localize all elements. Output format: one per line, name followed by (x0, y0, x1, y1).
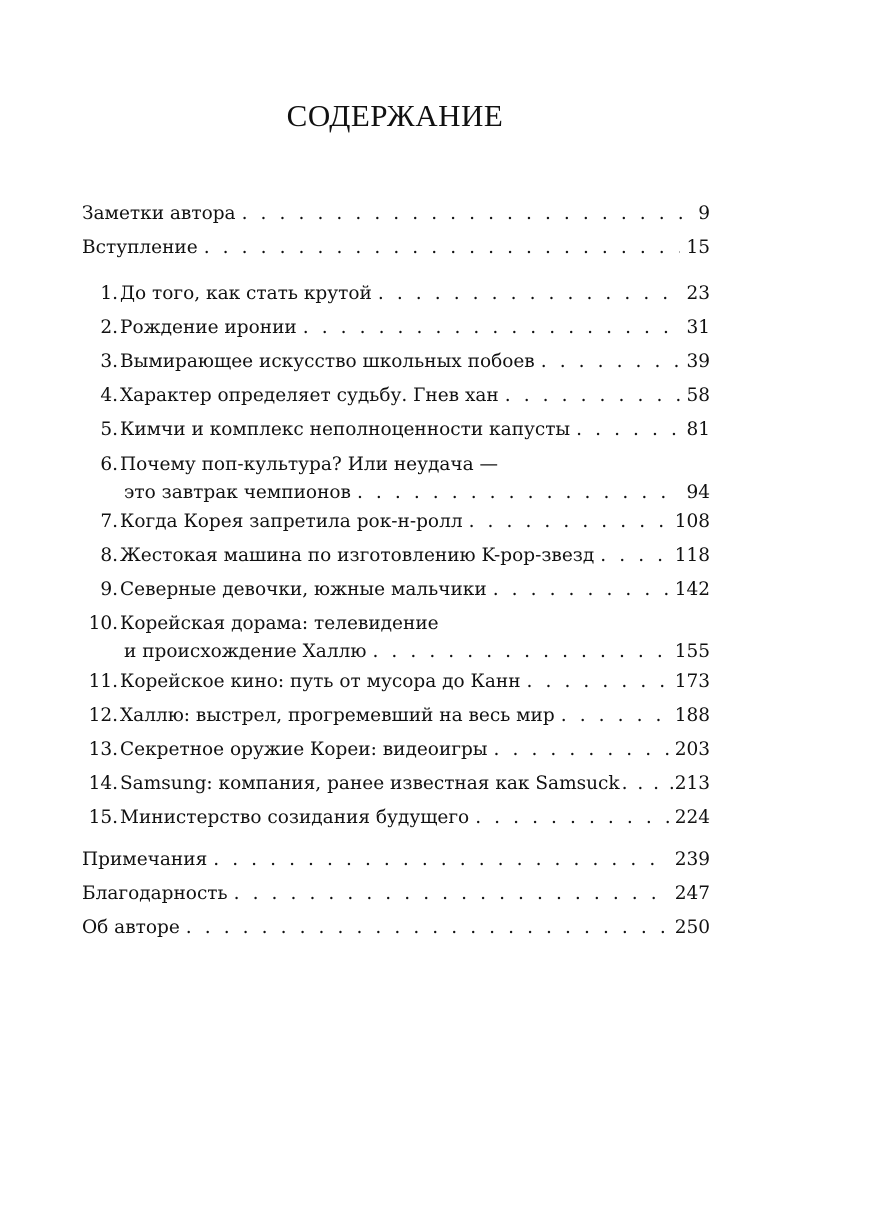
chapter-number: 3. (100, 351, 118, 372)
entry-title: Северные девочки, южные мальчики (120, 579, 487, 600)
entry-title: Рождение иронии (120, 317, 297, 338)
toc-entry-chapter-11[interactable] (82, 670, 710, 694)
entry-title: это завтрак чемпионов (124, 482, 351, 503)
entry-page: 203 (674, 739, 710, 760)
chapter-number: 15. (88, 807, 118, 828)
dot-leader (242, 202, 693, 226)
dot-leader (303, 316, 681, 340)
dot-leader (372, 640, 668, 664)
dot-leader (204, 236, 681, 260)
entry-page: 94 (686, 482, 710, 503)
chapter-number: 9. (100, 579, 118, 600)
entry-page: 118 (674, 545, 710, 566)
entry-page: 23 (686, 283, 710, 304)
chapter-number: 4. (100, 385, 118, 406)
entry-page: 250 (674, 917, 710, 938)
page-title: СОДЕРЖАНИЕ (286, 98, 504, 133)
entry-title: Об авторе (82, 917, 180, 938)
dot-leader (213, 848, 668, 872)
entry-page: 39 (686, 351, 710, 372)
toc-entry-notes[interactable] (82, 848, 710, 872)
entry-page: 247 (674, 883, 710, 904)
toc-entry-chapter-7[interactable] (82, 510, 710, 534)
toc-entry-chapter-9[interactable] (82, 578, 710, 602)
entry-title: Благодарность (82, 883, 228, 904)
entry-page: 239 (674, 849, 710, 870)
entry-page: 173 (674, 671, 710, 692)
chapter-number: 1. (100, 283, 118, 304)
chapter-number: 14. (88, 773, 118, 794)
entry-title-line-1: Почему поп-культура? Или неудача — (120, 454, 499, 475)
entry-page: 224 (674, 807, 710, 828)
dot-leader (622, 772, 673, 796)
toc-entry-chapter-2[interactable] (82, 316, 710, 340)
entry-page: 15 (686, 237, 710, 258)
dot-leader (186, 916, 669, 940)
toc-entry-chapter-1[interactable] (82, 282, 710, 306)
entry-page: 58 (686, 385, 710, 406)
entry-page: 213 (674, 773, 710, 794)
entry-page: 108 (674, 511, 710, 532)
entry-title: Samsung: компания, ранее известная как Samsuck (120, 773, 620, 794)
toc-entry-about-author[interactable] (82, 916, 710, 940)
chapter-number: 12. (88, 705, 118, 726)
toc-entry-chapter-15[interactable] (82, 806, 710, 830)
dot-leader (600, 544, 668, 568)
toc-entry-acknowledgments[interactable] (82, 882, 710, 906)
toc-entry-chapter-14[interactable] (82, 772, 710, 796)
entry-title: Министерство созидания будущего (120, 807, 470, 828)
chapter-number: 2. (100, 317, 118, 338)
dot-leader (527, 670, 669, 694)
entry-title-line-1: Корейская дорама: телевидение (120, 613, 439, 634)
dot-leader (378, 282, 681, 306)
toc-entry-chapter-10[interactable] (82, 612, 710, 664)
entry-title: Корейское кино: путь от мусора до Канн (120, 671, 521, 692)
entry-title: Жестокая машина по изготовлению K-pop-звезд (120, 545, 595, 566)
entry-title: До того, как стать крутой (120, 283, 372, 304)
toc-entry-chapter-6[interactable] (82, 453, 710, 505)
toc-entry-chapter-12[interactable] (82, 704, 710, 728)
entry-title: Вступление (82, 237, 198, 258)
chapter-number: 7. (100, 511, 118, 532)
chapter-number: 6. (100, 454, 118, 475)
entry-title: Примечания (82, 849, 208, 870)
entry-title: и происхождение Халлю (124, 641, 367, 662)
entry-page: 9 (698, 203, 710, 224)
entry-title: Секретное оружие Кореи: видеоигры (120, 739, 488, 760)
dot-leader (576, 418, 680, 442)
dot-leader (475, 806, 669, 830)
entry-title: Вымирающее искусство школьных побоев (120, 351, 535, 372)
dot-leader (234, 882, 669, 906)
toc-entry-chapter-5[interactable] (82, 418, 710, 442)
toc-entry-introduction[interactable] (82, 236, 710, 260)
toc-entry-chapter-13[interactable] (82, 738, 710, 762)
dot-leader (561, 704, 669, 728)
entry-page: 142 (674, 579, 710, 600)
chapter-number: 13. (88, 739, 118, 760)
chapter-number: 11. (88, 671, 118, 692)
toc-entry-chapter-4[interactable] (82, 384, 710, 408)
chapter-number: 10. (88, 613, 118, 634)
toc-entry-author-notes[interactable] (82, 202, 710, 226)
entry-page: 31 (686, 317, 710, 338)
dot-leader (469, 510, 669, 534)
chapter-number: 8. (100, 545, 118, 566)
entry-page: 155 (674, 641, 710, 662)
toc-entry-chapter-8[interactable] (82, 544, 710, 568)
dot-leader (493, 578, 669, 602)
entry-page: 81 (686, 419, 710, 440)
entry-title: Характер определяет судьбу. Гнев хан (120, 385, 499, 406)
entry-title: Заметки автора (82, 203, 236, 224)
entry-page: 188 (674, 705, 710, 726)
entry-title: Когда Корея запретила рок-н-ролл (120, 511, 463, 532)
entry-title: Кимчи и комплекс неполноценности капусты (120, 419, 571, 440)
dot-leader (505, 384, 681, 408)
dot-leader (541, 350, 681, 374)
chapter-number: 5. (100, 419, 118, 440)
entry-title: Халлю: выстрел, прогремевший на весь мир (120, 705, 555, 726)
dot-leader (357, 481, 681, 505)
toc-entry-chapter-3[interactable] (82, 350, 710, 374)
dot-leader (494, 738, 669, 762)
